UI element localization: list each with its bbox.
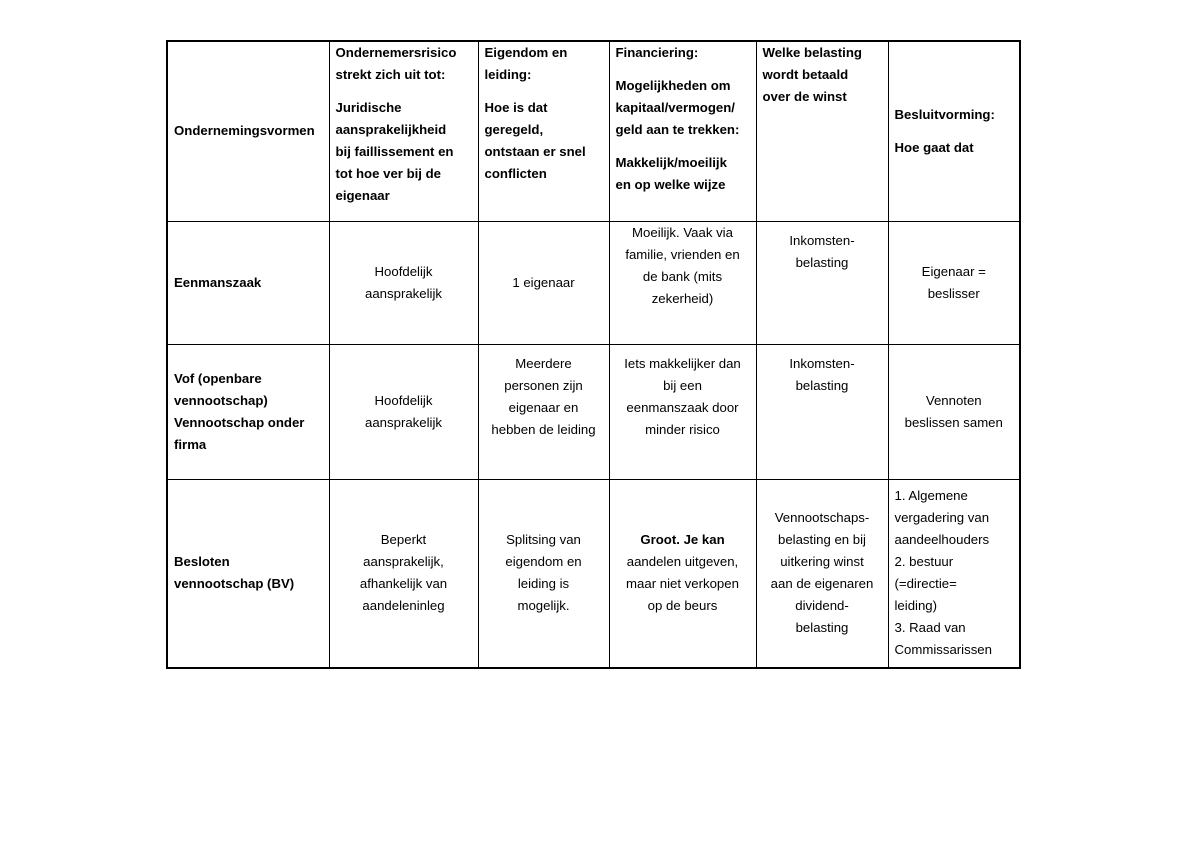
row-label xyxy=(167,479,329,668)
header-line: strekt zich uit tot: xyxy=(335,67,446,82)
cell-line: Inkomsten- xyxy=(789,355,855,371)
cell-line: beslisser xyxy=(927,285,980,301)
header-paragraph xyxy=(763,42,882,108)
header-line: conflicten xyxy=(484,166,547,181)
header-belasting xyxy=(756,41,888,221)
cell-line: Commissarissen xyxy=(894,642,992,658)
cell-line: 1. Algemene xyxy=(894,488,968,504)
cell-line: Hoofdelijk xyxy=(374,263,433,279)
cell-line: Splitsing van xyxy=(506,532,581,548)
cell-line: belasting xyxy=(795,377,849,393)
table-row xyxy=(167,479,1020,668)
header-line: Mogelijkheden om xyxy=(615,78,731,93)
header-line: leiding: xyxy=(484,67,532,82)
cell-line: bij een xyxy=(663,377,702,393)
header-line: en op welke wijze xyxy=(615,177,726,192)
header-line: over de winst xyxy=(762,89,847,104)
row-label-line: Besloten xyxy=(174,554,230,570)
header-line: Ondernemingsvormen xyxy=(174,123,315,139)
header-line: ontstaan er snel xyxy=(484,144,586,159)
cell-line: belasting en bij xyxy=(778,532,866,548)
row-label-line: vennootschap (BV) xyxy=(174,576,295,592)
cell-line: belasting xyxy=(795,620,849,636)
header-line: Hoe gaat dat xyxy=(894,139,974,155)
header-paragraph xyxy=(174,120,323,142)
cell-line: Moeilijk. Vaak via xyxy=(632,224,733,240)
cell-line: vergadering van xyxy=(894,510,990,526)
cell-line: afhankelijk van xyxy=(359,576,448,592)
cell-line: Eigenaar = xyxy=(921,263,986,279)
header-line: Ondernemersrisico xyxy=(335,45,457,60)
cell-line: Beperkt xyxy=(380,532,427,548)
cell-eigendom-leiding xyxy=(478,344,609,479)
cell-eigendom-leiding xyxy=(478,479,609,668)
header-paragraph xyxy=(485,42,603,86)
cell-line: dividend- xyxy=(795,598,849,614)
cell-line: aan de eigenaren xyxy=(770,576,874,592)
cell-line: aandelen uitgeven, xyxy=(626,554,739,570)
table-row xyxy=(167,221,1020,344)
cell-ondernemersrisico xyxy=(329,344,478,479)
cell-belasting xyxy=(756,221,888,344)
cell-financiering xyxy=(609,344,756,479)
header-line: tot hoe ver bij de xyxy=(335,166,442,181)
row-label xyxy=(167,344,329,479)
cell-besluitvorming xyxy=(888,479,1020,668)
header-paragraph xyxy=(895,104,1014,126)
cell-line: op de beurs xyxy=(647,598,718,614)
row-label-line: firma xyxy=(174,436,207,452)
header-line: geregeld, xyxy=(484,122,544,137)
header-paragraph xyxy=(336,97,472,207)
cell-line: aansprakelijk xyxy=(365,414,442,430)
header-line: geld aan te trekken: xyxy=(615,122,740,137)
cell-line: leiding) xyxy=(894,598,938,614)
header-line: Hoe is dat xyxy=(484,100,548,115)
cell-line: mogelijk. xyxy=(517,598,570,614)
cell-line: Vennoten xyxy=(925,392,982,408)
cell-line: 3. Raad van xyxy=(894,620,966,636)
cell-ondernemersrisico xyxy=(329,221,478,344)
header-paragraph xyxy=(616,42,750,64)
header-eigendom-leiding xyxy=(478,41,609,221)
cell-belasting xyxy=(756,479,888,668)
cell-line: eigenaar en xyxy=(508,399,579,415)
cell-line: 1 eigenaar xyxy=(512,274,575,290)
header-line: Makkelijk/moeilijk xyxy=(615,155,727,170)
cell-line: zekerheid) xyxy=(651,290,714,306)
header-line: Eigendom en xyxy=(484,45,568,60)
row-label-line: Vof (openbare xyxy=(174,370,262,386)
cell-line: Hoofdelijk xyxy=(374,392,433,408)
header-line: Welke belasting xyxy=(762,45,862,60)
cell-line: Inkomsten- xyxy=(789,232,855,248)
header-line: Juridische xyxy=(335,100,402,115)
header-line: Financiering: xyxy=(615,45,699,60)
header-paragraph xyxy=(616,75,750,141)
cell-line: familie, vrienden en xyxy=(625,246,740,262)
cell-line: aansprakelijk xyxy=(365,285,442,301)
cell-line: Vennootschaps- xyxy=(774,510,870,526)
cell-line: uitkering winst xyxy=(780,554,864,570)
row-label-line: Vennootschap onder xyxy=(174,414,305,430)
cell-line: (=directie= xyxy=(894,576,957,592)
table-row xyxy=(167,344,1020,479)
header-line: Besluitvorming: xyxy=(894,106,995,122)
header-ondernemingsvormen xyxy=(167,41,329,221)
row-label xyxy=(167,221,329,344)
header-paragraph xyxy=(336,42,472,86)
header-besluitvorming xyxy=(888,41,1020,221)
header-paragraph xyxy=(895,137,1014,159)
cell-eigendom-leiding xyxy=(478,221,609,344)
cell-line: eenmanszaak door xyxy=(626,399,739,415)
cell-line: aandeleninleg xyxy=(362,598,445,614)
header-line: wordt betaald xyxy=(762,67,849,82)
cell-line: personen zijn xyxy=(504,377,583,393)
comparison-table xyxy=(166,40,1021,669)
cell-line: aandeelhouders xyxy=(894,532,990,548)
header-paragraph xyxy=(616,152,750,196)
cell-line: belasting xyxy=(795,254,849,270)
header-row xyxy=(167,41,1020,221)
header-line: kapitaal/vermogen/ xyxy=(615,100,735,115)
cell-belasting xyxy=(756,344,888,479)
cell-line: Groot. Je kan xyxy=(640,532,725,548)
header-paragraph xyxy=(485,97,603,185)
cell-line: 2. bestuur xyxy=(894,554,954,570)
cell-besluitvorming xyxy=(888,344,1020,479)
cell-financiering xyxy=(609,479,756,668)
row-label-line: vennootschap) xyxy=(174,392,268,408)
cell-line: de bank (mits xyxy=(642,268,723,284)
row-label-line: Eenmanszaak xyxy=(174,274,262,290)
cell-line: beslissen samen xyxy=(904,414,1003,430)
cell-financiering xyxy=(609,221,756,344)
cell-besluitvorming xyxy=(888,221,1020,344)
cell-line: maar niet verkopen xyxy=(626,576,739,592)
cell-line: hebben de leiding xyxy=(491,421,596,437)
header-ondernemersrisico xyxy=(329,41,478,221)
cell-line: aansprakelijk, xyxy=(363,554,444,570)
cell-ondernemersrisico xyxy=(329,479,478,668)
cell-line: minder risico xyxy=(645,421,720,437)
cell-line: Meerdere xyxy=(515,355,572,371)
header-line: eigenaar xyxy=(335,188,390,203)
header-line: bij faillissement en xyxy=(335,144,454,159)
cell-line: Iets makkelijker dan xyxy=(624,355,741,371)
header-financiering xyxy=(609,41,756,221)
header-line: aansprakelijkheid xyxy=(335,122,447,137)
cell-line: eigendom en xyxy=(505,554,582,570)
cell-line: leiding is xyxy=(517,576,570,592)
